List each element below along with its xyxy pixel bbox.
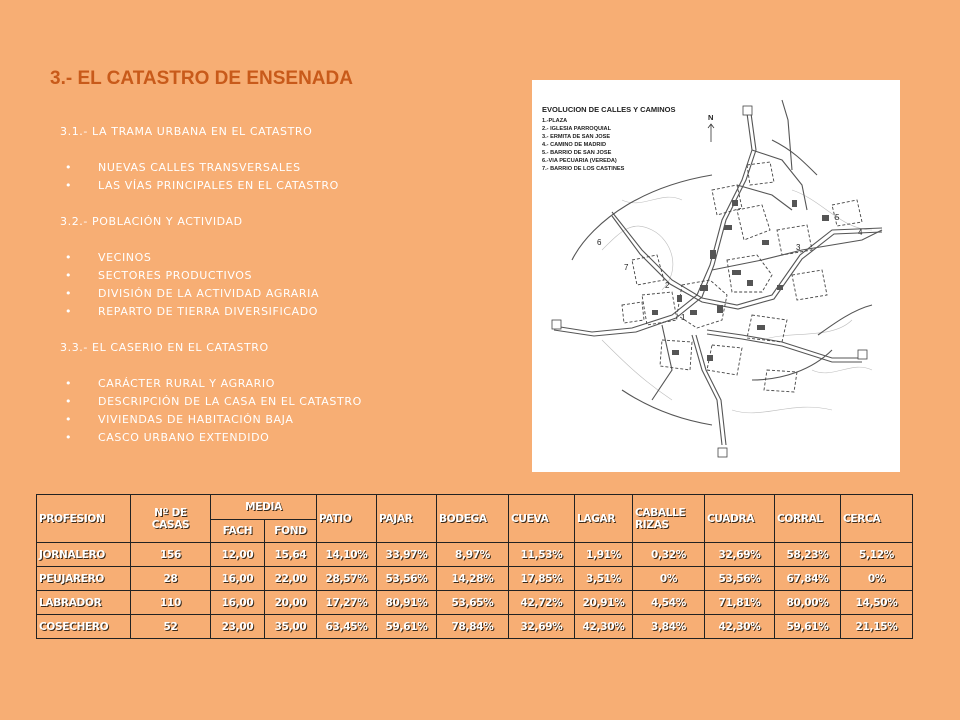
table-cell: 15,64 (265, 543, 317, 567)
bullet-dot: • (65, 179, 73, 192)
map-number-4: 4 (858, 228, 863, 237)
bullet-item (60, 393, 530, 411)
table-cell: 78,84% (437, 615, 509, 639)
map-legend-item: 1.-PLAZA (542, 118, 568, 124)
table-cell: 32,69% (509, 615, 575, 639)
table-cell: 17,85% (509, 567, 575, 591)
header-fach: FACH (211, 520, 265, 543)
header-corral: CORRAL (775, 495, 841, 543)
table-cell: 59,61% (377, 615, 437, 639)
header-pajar: PAJAR (377, 495, 437, 543)
table-cell: 8,97% (437, 543, 509, 567)
table-cell: 71,81% (705, 591, 775, 615)
table-row (37, 567, 913, 591)
table-cell: 1,91% (575, 543, 633, 567)
table-cell: 28,57% (317, 567, 377, 591)
row-label: PEUJARERO (37, 567, 131, 591)
map-legend-item: 3.- ERMITA DE SAN JOSE (542, 134, 611, 140)
table-cell: 22,00 (265, 567, 317, 591)
section-heading-3-1: 3.1.- LA TRAMA URBANA EN EL CATASTRO (60, 125, 313, 138)
table-cell: 3,84% (633, 615, 705, 639)
section-heading-3-3: 3.3.- EL CASERIO EN EL CATASTRO (60, 341, 269, 354)
contour-lines (602, 190, 872, 413)
table-cell: 11,53% (509, 543, 575, 567)
table-cell: 20,91% (575, 591, 633, 615)
table-row (37, 543, 913, 567)
table-cell: 156 (131, 543, 211, 567)
map-number-1: 1 (681, 313, 686, 322)
row-label: COSECHERO (37, 615, 131, 639)
header-lagar: LAGAR (575, 495, 633, 543)
table-cell: 63,45% (317, 615, 377, 639)
bullet-text: VIVIENDAS DE HABITACIÓN BAJA (98, 413, 294, 426)
table-cell: 67,84% (775, 567, 841, 591)
table-cell: 14,50% (841, 591, 913, 615)
bullet-text: REPARTO DE TIERRA DIVERSIFICADO (98, 305, 319, 318)
housing-table (36, 494, 912, 639)
table-cell: 5,12% (841, 543, 913, 567)
bullet-dot: • (65, 431, 73, 444)
bullet-item (60, 249, 530, 267)
bullet-dot: • (65, 413, 73, 426)
map-legend-item: 4.- CAMINO DE MADRID (542, 142, 607, 148)
map-legend-item: 2.- IGLESIA PARROQUIAL (542, 126, 611, 132)
table-cell: 23,00 (211, 615, 265, 639)
table-cell: 20,00 (265, 591, 317, 615)
table-cell: 58,23% (775, 543, 841, 567)
bullet-dot: • (65, 377, 73, 390)
bullet-text: DIVISIÓN DE LA ACTIVIDAD AGRARIA (98, 287, 320, 300)
bullet-dot: • (65, 395, 73, 408)
profession-housing-table (36, 494, 913, 639)
header-fond: FOND (265, 520, 317, 543)
table-cell: 33,97% (377, 543, 437, 567)
table-cell: 0% (633, 567, 705, 591)
table-cell: 59,61% (775, 615, 841, 639)
table-cell: 16,00 (211, 591, 265, 615)
header-bodega: BODEGA (437, 495, 509, 543)
bullet-text: CASCO URBANO EXTENDIDO (98, 431, 270, 444)
table-cell: 52 (131, 615, 211, 639)
bullet-item (60, 375, 530, 393)
table-cell: 80,00% (775, 591, 841, 615)
bullet-item (60, 429, 530, 447)
row-label: JORNALERO (37, 543, 131, 567)
north-label: N (708, 113, 714, 122)
table-row (37, 591, 913, 615)
slide-title: 3.- EL CATASTRO DE ENSENADA (50, 68, 353, 89)
table-cell: 14,10% (317, 543, 377, 567)
header-cerca: CERCA (841, 495, 913, 543)
header-num-casas: Nº DE CASAS (131, 495, 211, 543)
map-number-7: 7 (624, 263, 629, 272)
header-media: MEDIA (211, 495, 317, 520)
urban-blocks (622, 162, 862, 392)
table-cell: 3,51% (575, 567, 633, 591)
north-arrow-icon (708, 124, 714, 142)
table-cell: 21,15% (841, 615, 913, 639)
bullet-text: NUEVAS CALLES TRANSVERSALES (98, 161, 301, 174)
table-cell: 35,00 (265, 615, 317, 639)
table-cell: 12,00 (211, 543, 265, 567)
bullet-text: CARÁCTER RURAL Y AGRARIO (98, 377, 276, 390)
table-cell: 80,91% (377, 591, 437, 615)
map-legend-item: 5.- BARRIO DE SAN JOSE (542, 150, 612, 156)
header-caballerizas: CABALLE RIZAS (633, 495, 705, 543)
bullet-item (60, 267, 530, 285)
bullet-dot: • (65, 305, 73, 318)
table-cell: 4,54% (633, 591, 705, 615)
table-cell: 14,28% (437, 567, 509, 591)
map-legend-item: 6.-VIA PECUARIA (VEREDA) (542, 158, 617, 164)
table-cell: 17,27% (317, 591, 377, 615)
header-patio: PATIO (317, 495, 377, 543)
map-number-5: 5 (835, 213, 840, 222)
table-cell: 28 (131, 567, 211, 591)
table-cell: 32,69% (705, 543, 775, 567)
header-cueva: CUEVA (509, 495, 575, 543)
bullet-text: VECINOS (98, 251, 152, 264)
map-number-2: 2 (665, 281, 670, 290)
table-body (37, 543, 913, 639)
table-cell: 0,32% (633, 543, 705, 567)
table-cell: 53,65% (437, 591, 509, 615)
outline (60, 123, 530, 447)
bullet-dot: • (65, 287, 73, 300)
table-cell: 53,56% (377, 567, 437, 591)
map-drawing (532, 80, 900, 472)
table-cell: 110 (131, 591, 211, 615)
table-cell: 42,72% (509, 591, 575, 615)
bullet-text: LAS VÍAS PRINCIPALES EN EL CATASTRO (98, 179, 339, 192)
bullet-dot: • (65, 161, 73, 174)
bullet-dot: • (65, 251, 73, 264)
row-label: LABRADOR (37, 591, 131, 615)
bullet-item (60, 411, 530, 429)
header-cuadra: CUADRA (705, 495, 775, 543)
table-cell: 0% (841, 567, 913, 591)
header-profesion: PROFESION (37, 495, 131, 543)
table-cell: 42,30% (575, 615, 633, 639)
map-legend-item: 7.- BARRIO DE LOS CASTINES (542, 166, 625, 172)
bullet-item (60, 159, 530, 177)
table-row (37, 615, 913, 639)
bullet-item (60, 303, 530, 321)
section-heading-3-2: 3.2.- POBLACIÓN Y ACTIVIDAD (60, 215, 243, 228)
bullet-item (60, 177, 530, 195)
street-evolution-map (532, 80, 900, 472)
map-legend-title: EVOLUCION DE CALLES Y CAMINOS (542, 105, 676, 114)
bullet-item (60, 285, 530, 303)
bullet-text: DESCRIPCIÓN DE LA CASA EN EL CATASTRO (98, 395, 362, 408)
table-cell: 16,00 (211, 567, 265, 591)
bullet-text: SECTORES PRODUCTIVOS (98, 269, 253, 282)
table-cell: 53,56% (705, 567, 775, 591)
map-number-6: 6 (597, 238, 602, 247)
bullet-dot: • (65, 269, 73, 282)
table-cell: 42,30% (705, 615, 775, 639)
map-number-3: 3 (796, 243, 801, 252)
